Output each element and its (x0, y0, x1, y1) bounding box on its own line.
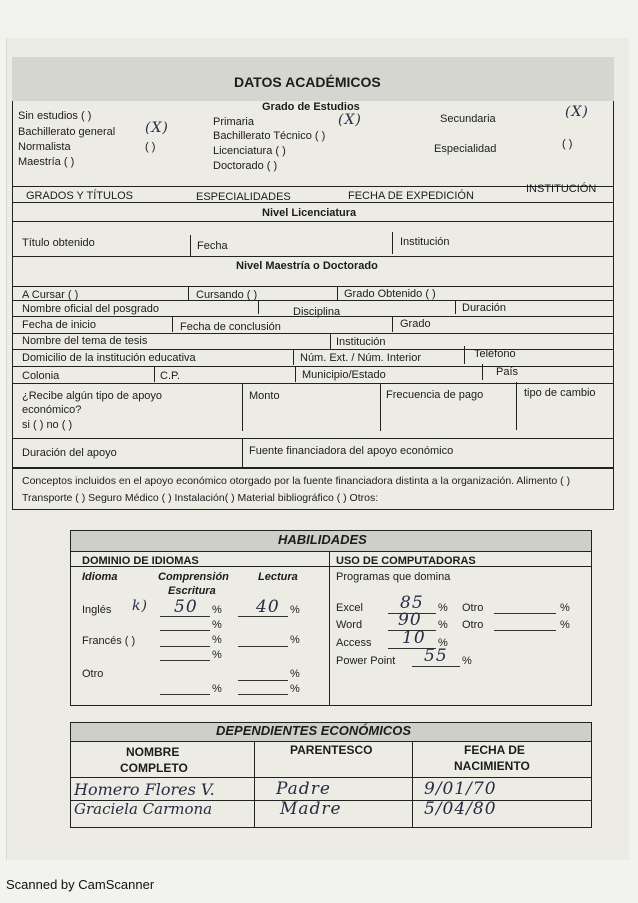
divider (12, 316, 614, 317)
pct: % (290, 604, 300, 616)
divider (464, 346, 465, 364)
hdr-especialidades: ESPECIALIDADES (196, 191, 291, 203)
ingles-comprension: 50 (174, 597, 198, 617)
dep-row1-fecha: 9/01/70 (424, 779, 497, 799)
tesis-institucion[interactable]: Institución (336, 336, 386, 348)
divider (392, 316, 393, 332)
prog-otro: Otro (462, 602, 484, 614)
divider (12, 366, 614, 367)
opt-especialidad[interactable]: Especialidad (434, 143, 497, 155)
pais[interactable]: País (496, 366, 519, 378)
apoyo-pregunta-2: económico? (22, 404, 82, 416)
divider (330, 333, 331, 349)
dependientes-title: DEPENDIENTES ECONÓMICOS (216, 723, 412, 738)
divider (12, 256, 614, 257)
apoyo-pregunta: ¿Recibe algún tipo de apoyo (22, 390, 163, 402)
dep-row2-parentesco: Madre (280, 799, 342, 819)
hdr-fecha-exp: FECHA DE EXPEDICIÓN (348, 190, 474, 202)
idioma-frances: Francés ( ) (82, 635, 136, 647)
ingles-lectura: 40 (256, 597, 280, 617)
col-comprension: Comprensión (158, 571, 229, 583)
divider (242, 438, 243, 468)
pct: % (290, 683, 300, 695)
divider (329, 552, 330, 706)
access-value: 10 (402, 628, 426, 648)
domicilio[interactable]: Domicilio de la institución educativa (22, 352, 196, 364)
divider (412, 742, 413, 828)
divider (12, 202, 614, 203)
divider (254, 742, 255, 828)
idioma-otro: Otro (82, 668, 104, 680)
lic-fecha-label[interactable]: Fecha (197, 240, 228, 252)
ingles-comp-line (160, 616, 210, 617)
conceptos-line-2: Transporte ( ) Seguro Médico ( ) Instalación( ) Material bibliográfico ( ) Otros: (22, 492, 379, 504)
divider (516, 382, 517, 430)
secundaria-mark: (X) (565, 104, 589, 120)
col-parentesco: PARENTESCO (290, 743, 373, 757)
pct: % (438, 602, 448, 614)
grado-heading: Grado de Estudios (262, 101, 360, 113)
opt-normalista[interactable]: Normalista (18, 141, 71, 153)
ingles-escr-line (160, 630, 210, 631)
lic-titulo-label[interactable]: Título obtenido (22, 237, 95, 249)
normalista-paren: ( ) (145, 141, 156, 153)
divider (154, 366, 155, 382)
ingles-lect-line (238, 616, 288, 617)
scanner-footer: Scanned by CamScanner (6, 877, 155, 892)
apoyo-frecuencia[interactable]: Frecuencia de pago (386, 389, 484, 401)
powerpoint-value: 55 (424, 646, 448, 666)
divider (12, 383, 614, 384)
dep-row1-nombre: Homero Flores V. (74, 780, 215, 799)
lic-institucion-label[interactable]: Institución (400, 236, 450, 248)
pct: % (212, 604, 222, 616)
prog-excel: Excel (336, 602, 363, 614)
pct: % (212, 649, 222, 661)
programas-label: Programas que domina (336, 571, 451, 583)
ingles-mark: k) (132, 598, 148, 614)
pct: % (438, 619, 448, 631)
divider (337, 286, 338, 300)
prog-word: Word (336, 619, 363, 631)
pct: % (212, 683, 222, 695)
pct: % (560, 602, 570, 614)
prog-access: Access (336, 637, 372, 649)
lic-heading: Nivel Licenciatura (262, 207, 357, 219)
otro-prog-line (494, 613, 556, 614)
divider (12, 186, 614, 187)
divider (172, 316, 173, 332)
prog-powerpoint: Power Point (336, 655, 396, 667)
otro-comp-line (160, 694, 210, 695)
pct: % (290, 634, 300, 646)
excel-value: 85 (400, 593, 424, 613)
pct: % (212, 634, 222, 646)
grado-obtenido[interactable]: Grado Obtenido ( ) (344, 288, 436, 300)
colonia[interactable]: Colonia (22, 370, 60, 382)
frances-lect-line (238, 646, 288, 647)
municipio-estado[interactable]: Municipio/Estado (302, 369, 386, 381)
otro-prog-line (494, 630, 556, 631)
duracion[interactable]: Duración (462, 302, 507, 314)
disciplina[interactable]: Disciplina (293, 306, 341, 318)
divider (295, 366, 296, 382)
word-value: 90 (398, 610, 422, 630)
opt-primaria[interactable]: Primaria (213, 116, 254, 128)
cursando[interactable]: Cursando ( ) (196, 289, 258, 301)
dep-row1-parentesco: Padre (276, 779, 331, 799)
col-escritura: Escritura (168, 585, 216, 597)
nombre-tesis[interactable]: Nombre del tema de tesis (22, 335, 148, 347)
a-cursar[interactable]: A Cursar ( ) (22, 289, 79, 301)
pct: % (438, 637, 448, 649)
opt-maestria[interactable]: Maestría ( ) (18, 156, 75, 168)
especialidad-paren: ( ) (562, 138, 573, 150)
divider (70, 777, 592, 778)
habilidades-title: HABILIDADES (278, 532, 367, 547)
col-nombre: NOMBRE (126, 745, 180, 759)
opt-doctorado[interactable]: Doctorado ( ) (213, 160, 278, 172)
grado[interactable]: Grado (400, 318, 431, 330)
opt-licenciatura[interactable]: Licenciatura ( ) (213, 145, 286, 157)
apoyo-monto[interactable]: Monto (249, 390, 280, 402)
dominio-idiomas: DOMINIO DE IDIOMAS (82, 555, 199, 567)
pct: % (560, 619, 570, 631)
maestria-heading: Nivel Maestría o Doctorado (236, 260, 378, 272)
frances-comp-line (160, 646, 210, 647)
pct: % (462, 655, 472, 667)
divider (12, 349, 614, 350)
otro-escr-line (238, 694, 288, 695)
dep-row2-fecha: 5/04/80 (424, 799, 497, 819)
col-fecha: FECHA DE (464, 743, 525, 757)
cp[interactable]: C.P. (160, 370, 180, 382)
primaria-mark: (X) (338, 112, 362, 128)
divider (12, 286, 614, 287)
apoyo-si-no[interactable]: si ( ) no ( ) (22, 419, 73, 431)
opt-sin-estudios[interactable]: Sin estudios ( ) (18, 110, 92, 122)
prog-otro: Otro (462, 619, 484, 631)
hdr-institucion: INSTITUCIÓN (526, 183, 597, 195)
frances-escr-line (160, 660, 210, 661)
divider (188, 286, 189, 300)
divider (12, 221, 614, 222)
fecha-inicio[interactable]: Fecha de inicio (22, 319, 96, 331)
divider (392, 232, 393, 254)
num-ext-int[interactable]: Núm. Ext. / Núm. Interior (300, 352, 422, 364)
hdr-grados: GRADOS Y TÍTULOS (26, 190, 133, 202)
idioma-ingles: Inglés (82, 604, 112, 616)
page-title: DATOS ACADÉMICOS (234, 74, 381, 90)
apoyo-fuente[interactable]: Fuente financiadora del apoyo económico (249, 445, 454, 457)
pct: % (290, 668, 300, 680)
pct: % (212, 619, 222, 631)
col-idioma: Idioma (82, 571, 118, 583)
powerpoint-line (412, 666, 460, 667)
nombre-posgrado[interactable]: Nombre oficial del posgrado (22, 303, 159, 315)
divider (190, 235, 191, 257)
apoyo-tipo-cambio[interactable]: tipo de cambio (524, 387, 596, 399)
conceptos-line-1: Conceptos incluidos en el apoyo económico otorgado por la fuente financiadora distinta a la organización. Alimento ( ) (22, 475, 571, 487)
divider (258, 300, 259, 314)
col-nombre-2: COMPLETO (120, 761, 188, 775)
divider (12, 300, 614, 301)
divider (242, 383, 243, 431)
fecha-conclusion[interactable]: Fecha de conclusión (180, 321, 281, 333)
dep-row2-nombre: Graciela Carmona (74, 800, 213, 818)
telefono[interactable]: Teléfono (474, 348, 516, 360)
divider (293, 349, 294, 365)
divider (12, 438, 614, 439)
apoyo-duracion[interactable]: Duración del apoyo (22, 447, 117, 459)
divider (12, 333, 614, 334)
uso-computadoras: USO DE COMPUTADORAS (336, 555, 476, 567)
opt-bach-general[interactable]: Bachillerato general (18, 126, 116, 138)
opt-bach-tecnico[interactable]: Bachillerato Técnico ( ) (213, 130, 326, 142)
otro-lect-line (238, 680, 288, 681)
divider (455, 300, 456, 314)
divider (482, 364, 483, 380)
divider (380, 383, 381, 431)
col-lectura: Lectura (258, 571, 298, 583)
col-fecha-2: NACIMIENTO (454, 759, 530, 773)
opt-secundaria[interactable]: Secundaria (440, 113, 496, 125)
bach-general-mark: (X) (145, 120, 169, 136)
